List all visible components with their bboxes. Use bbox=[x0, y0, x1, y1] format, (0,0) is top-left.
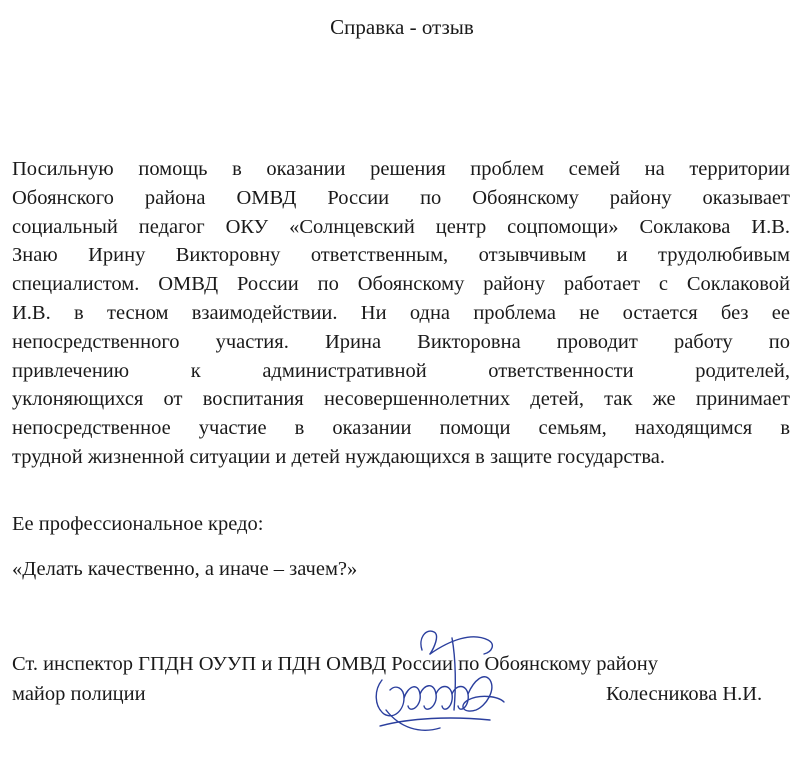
body-line: привлечению к административной ответственности родителей, bbox=[12, 359, 790, 382]
credo-label: Ее профессиональное кредо: bbox=[12, 513, 264, 535]
document-title: Справка - отзыв bbox=[330, 15, 474, 39]
body-line: Посильную помощь в оказании решения проблем семей на территории bbox=[12, 158, 790, 180]
credo-quote: «Делать качественно, а иначе – зачем?» bbox=[12, 558, 358, 580]
body-line: непосредственного участия. Ирина Викторовна проводит работу по bbox=[12, 330, 790, 353]
body-line: трудной жизненной ситуации и детей нуждающихся в защите государства. bbox=[12, 445, 666, 468]
body-line: социальный педагог ОКУ «Солнцевский центр соцпомощи» Соклакова И.В. bbox=[12, 215, 790, 238]
body-line: И.В. в тесном взаимодействии. Ни одна проблема не остается без ее bbox=[12, 301, 790, 324]
body-line: непосредственное участие в оказании помощи семьям, находящимся в bbox=[12, 417, 790, 440]
signatory-name: Колесникова Н.И. bbox=[606, 683, 763, 705]
handwritten-signature bbox=[360, 610, 520, 760]
body-line: уклоняющихся от воспитания несовершеннолетних детей, так же принимает bbox=[12, 388, 790, 411]
body-line: Знаю Ирину Викторовну ответственным, отзывчивым и трудолюбивым bbox=[12, 244, 790, 267]
body-paragraph bbox=[12, 155, 790, 472]
signatory-rank: майор полиции bbox=[12, 683, 146, 705]
body-line: специалистом. ОМВД России по Обоянскому району работает с Соклаковой bbox=[12, 273, 790, 296]
signatory-position: Ст. инспектор ГПДН ОУУП и ПДН ОМВД России по Обоянскому району bbox=[12, 653, 658, 675]
body-line: Обоянского района ОМВД России по Обоянскому району оказывает bbox=[12, 186, 790, 209]
